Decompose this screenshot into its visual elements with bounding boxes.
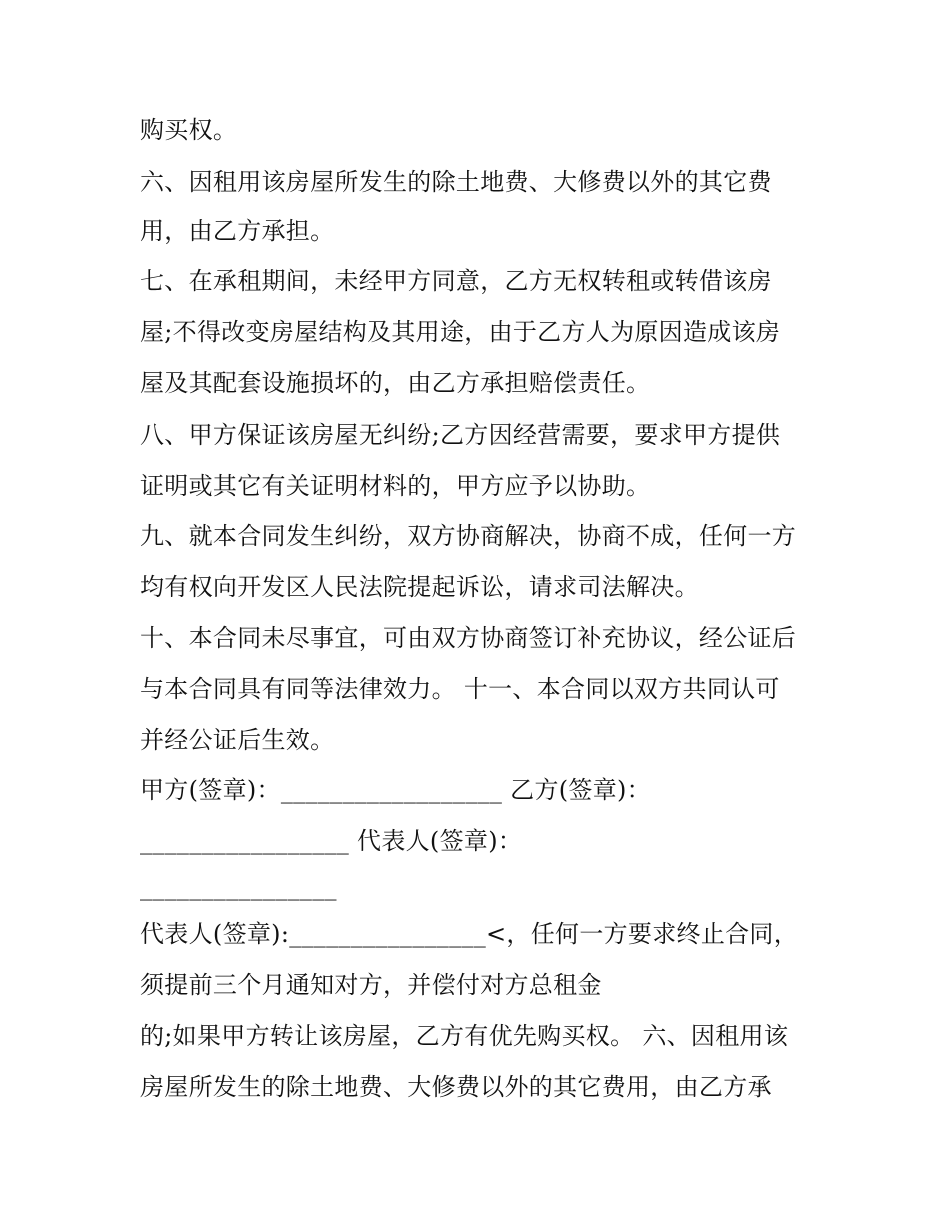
text-line: 八、甲方保证该房屋无纠纷;乙方因经营需要，要求甲方提供	[140, 421, 781, 449]
signature-line: ________________	[140, 873, 337, 901]
text-line: 购买权。	[140, 116, 238, 144]
text-line: 证明或其它有关证明材料的，甲方应予以协助。	[140, 472, 651, 500]
signature-line: _________________ 代表人(签章)：	[140, 827, 523, 855]
text-line: 代表人(签章):________________<，任何一方要求终止合同，	[140, 920, 799, 948]
text-line: 均有权向开发区人民法院提起诉讼，请求司法解决。	[140, 573, 699, 601]
text-line: 七、在承租期间，未经甲方同意，乙方无权转租或转借该房	[140, 267, 772, 295]
text-line: 与本合同具有同等法律效力。 十一、本合同以双方共同认可	[140, 675, 780, 703]
text-line: 的;如果甲方转让该房屋，乙方有优先购买权。 六、因租用该	[140, 1022, 789, 1050]
text-line: 六、因租用该房屋所发生的除土地费、大修费以外的其它费	[140, 168, 772, 196]
text-line: 屋及其配套设施损坏的，由乙方承担赔偿责任。	[140, 369, 651, 397]
text-line: 九、就本合同发生纠纷，双方协商解决，协商不成，任何一方	[140, 522, 797, 550]
signature-line: 甲方(签章)：__________________ 乙方(签章)：	[140, 776, 651, 804]
text-line: 须提前三个月通知对方，并偿付对方总租金	[140, 971, 602, 999]
text-line: 房屋所发生的除土地费、大修费以外的其它费用，由乙方承	[140, 1073, 772, 1101]
text-line: 屋;不得改变房屋结构及其用途，由于乙方人为原因造成该房	[140, 318, 781, 346]
text-line: 用，由乙方承担。	[140, 217, 335, 245]
text-line: 并经公证后生效。	[140, 726, 335, 754]
text-line: 十、本合同未尽事宜，可由双方协商签订补充协议，经公证后	[140, 624, 797, 652]
